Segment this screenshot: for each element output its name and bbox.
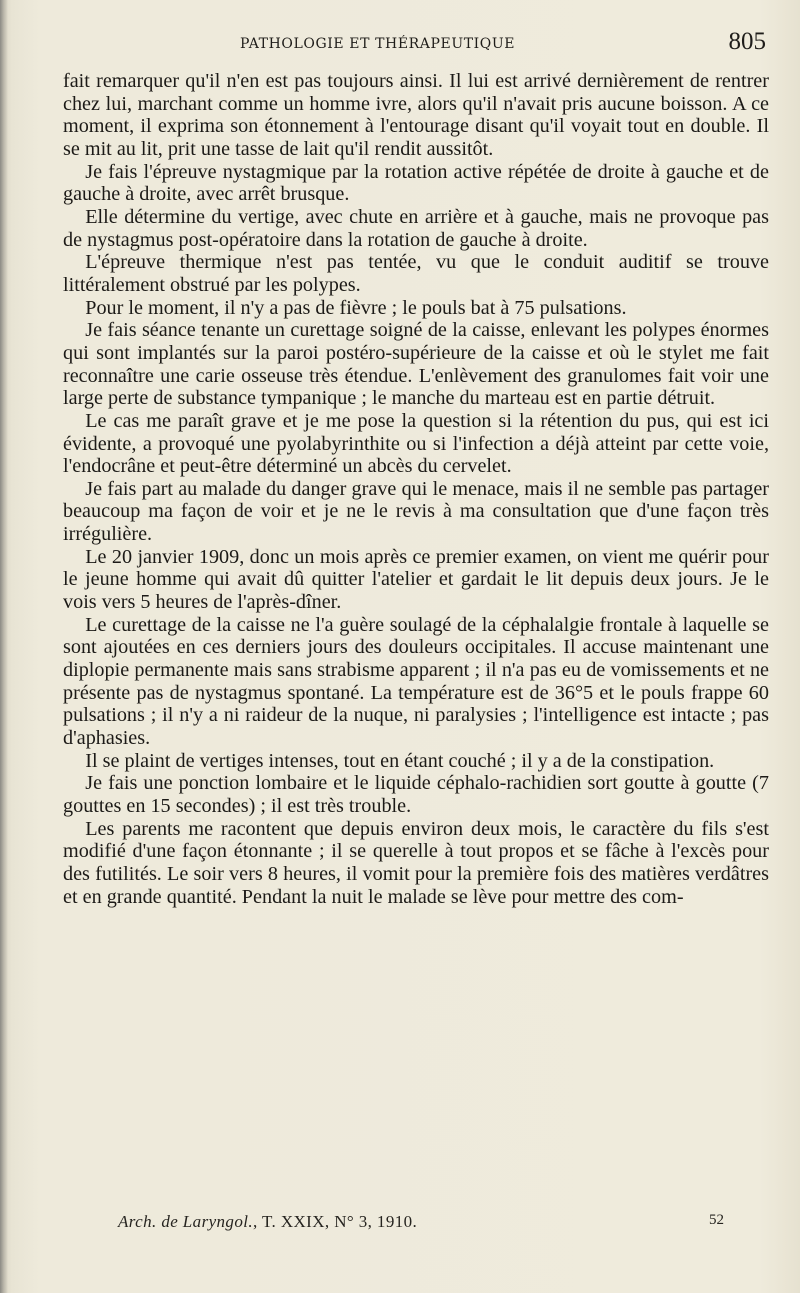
journal-volume: , T. XXIX, N° 3, 1910.: [253, 1212, 418, 1231]
journal-reference: [118, 1212, 417, 1232]
paragraph: Je fais une ponction lombaire et le liquide céphalo-rachidien sort goutte à goutte (7 gouttes en 15 secondes) ; il est très trouble.: [63, 772, 769, 817]
paragraph: Le curettage de la caisse ne l'a guère soulagé de la céphalalgie frontale à laquelle se sont ajoutées en ces derniers jours des douleurs occipitales. Il accuse maintenant une diplopie permanente mais sans strabisme apparent ; il n'a pas eu de vomissements et ne présente pas de nystagmus spontané. La température est de 36°5 et le pouls frappe 60 pulsations ; il n'y a ni raideur de la nuque, ni paralysies ; l'intelligence est intacte ; pas d'aphasies.: [63, 613, 769, 750]
binding-shadow: [0, 0, 8, 1293]
page-footer: [118, 1212, 724, 1236]
paragraph: Il se plaint de vertiges intenses, tout en étant couché ; il y a de la constipation.: [85, 749, 715, 772]
paragraph: Elle détermine du vertige, avec chute en arrière et à gauche, mais ne provoque pas de nystagmus post-opératoire dans la rotation de gauche à droite.: [63, 205, 769, 251]
paragraph: L'épreuve thermique n'est pas tentée, vu que le conduit auditif se trouve littéralement obstrué par les polypes.: [63, 251, 769, 296]
paragraph: Les parents me racontent que depuis environ deux mois, le caractère du fils s'est modifié d'une façon étonnante ; il se querelle à tout propos et se fâche à l'excès pour des futilités. Le soir vers 8 heures, il vomit pour la première fois des matières verdâtres et en grande quantité. Pendant la nuit le malade se lève pour mettre des com-: [63, 817, 769, 908]
paragraph: Je fais l'épreuve nystagmique par la rotation active répétée de droite à gauche et de gauche à droite, avec arrêt brusque.: [63, 160, 769, 206]
signature-mark: 52: [709, 1212, 724, 1228]
journal-title: Arch. de Laryngol.: [118, 1212, 253, 1231]
paragraph: fait remarquer qu'il n'en est pas toujours ainsi. Il lui est arrivé dernièrement de rentrer chez lui, marchant comme un homme ivre, alors qu'il n'avait pris aucune boisson. A ce moment, il exprima son étonnement à l'entourage disant qu'il voyait tout en double. Il se mit au lit, prit une tasse de lait qu'il rendit aussitôt.: [63, 70, 769, 160]
paragraph: Je fais séance tenante un curettage soigné de la caisse, enlevant les polypes énormes qui sont implantés sur la paroi postéro-supérieure de la caisse et où le stylet me fait reconnaître une carie osseuse très étendue. L'enlèvement des granulomes fait voir une large perte de substance tympanique ; le manche du marteau est en partie détruit.: [63, 319, 769, 410]
running-title: PATHOLOGIE ET THÉRAPEUTIQUE: [240, 36, 516, 52]
page-number: 805: [728, 28, 766, 55]
paragraph: Je fais part au malade du danger grave qui le menace, mais il ne semble pas partager beaucoup ma façon de voir et je ne le revis à ma consultation que d'une façon très irrégulière.: [63, 477, 769, 546]
paragraph: Le 20 janvier 1909, donc un mois après ce premier examen, on vient me quérir pour le jeune homme qui avait dû quitter l'atelier et gardait le lit depuis deux jours. Je le vois vers 5 heures de l'après-dîner.: [63, 545, 769, 614]
body-text: [63, 70, 769, 908]
page-header: [60, 28, 766, 62]
paragraph: Pour le moment, il n'y a pas de fièvre ; le pouls bat à 75 pulsations.: [85, 296, 627, 319]
paragraph: Le cas me paraît grave et je me pose la question si la rétention du pus, qui est ici évidente, a provoqué une pyolabyrinthite ou si l'infection a déjà atteint par cette voie, l'endocrâne et peut-être déterminé un abcès du cervelet.: [63, 409, 769, 478]
